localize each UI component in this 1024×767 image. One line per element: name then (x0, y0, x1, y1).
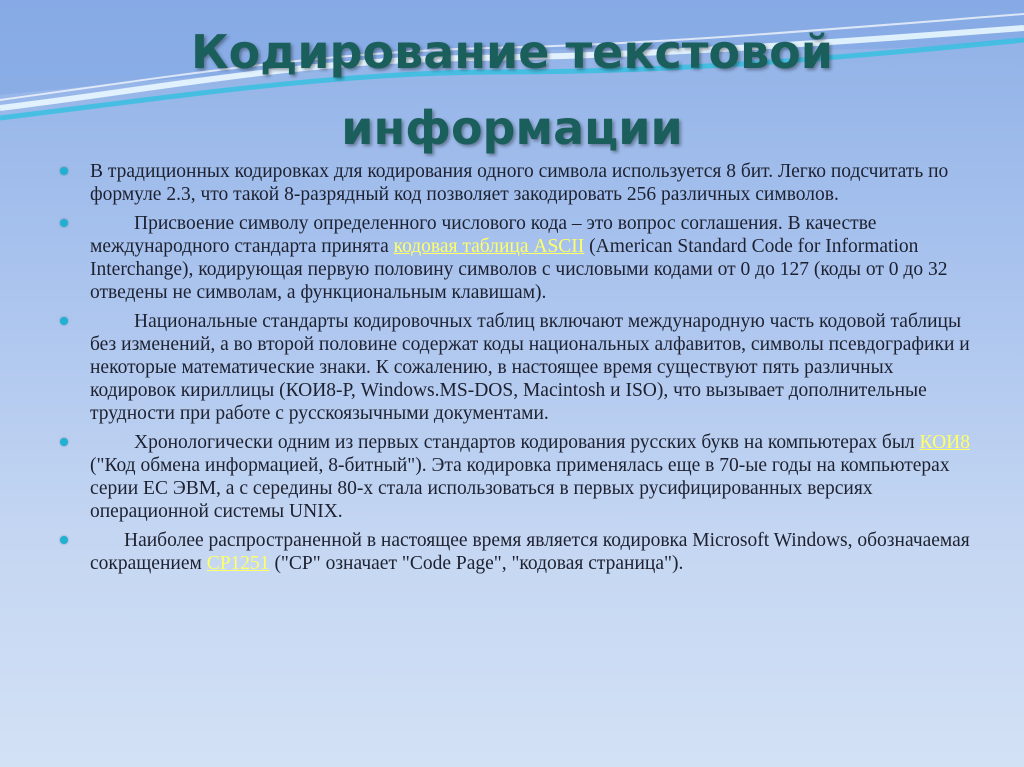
bullet-icon (60, 438, 68, 446)
bullet-icon (60, 317, 68, 325)
slide-title-line1: Кодирование текстовой (190, 25, 834, 79)
bullet-icon (60, 167, 68, 175)
paragraph-text: Наиболее распространенной в настоящее время является кодировка Microsoft Windows, обозначаемая сокращением (90, 530, 970, 574)
paragraph-text: В традиционных кодировках для кодирования одного символа используется 8 бит. Легко подсчитать по формуле 2.3, что такой 8-разрядный код позволяет закодировать 256 различных символов. (90, 161, 949, 205)
list-item (60, 529, 970, 575)
link-ascii-table[interactable]: кодовая таблица ASCII (393, 236, 585, 257)
slide-title (0, 14, 1024, 166)
slide-title-line2: информации (341, 101, 683, 155)
paragraph-text: Присвоение символу определенного числового кода – это вопрос соглашения. В качестве международного стандарта принята (90, 213, 877, 257)
paragraph-text: Хронологически одним из первых стандартов кодирования русских букв на компьютерах был (134, 432, 920, 453)
list-item (60, 310, 970, 425)
list-item (60, 212, 970, 304)
link-koi8[interactable]: КОИ8 (919, 432, 970, 453)
bullet-icon (60, 536, 68, 544)
link-cp1251[interactable]: CP1251 (206, 553, 270, 574)
bullet-icon (60, 219, 68, 227)
list-item (60, 160, 970, 206)
paragraph-text: (American Standard Code for Information Interchange), кодирующая первую половину символов с числовыми кодами от 0 до 127 (коды от 0 до 32 отведены не символам, а функциональным клавишам). (90, 236, 948, 303)
slide-body-list (60, 160, 970, 581)
list-item (60, 431, 970, 523)
paragraph-text: Национальные стандарты кодировочных таблиц включают международную часть кодовой таблицы без изменений, а во второй половине содержат коды национальных алфавитов, символы псевдографики и некоторые математические знаки. К сожалению, в настоящее время существуют пять различных кодировок кириллицы (КОИ8-Р, Windows.MS-DOS, Macintosh и ISO), что вызывает дополнительные трудности при работе с русскоязычными документами. (90, 311, 970, 424)
paragraph-text: ("CP" означает "Code Page", "кодовая страница"). (269, 553, 684, 574)
paragraph-text: ("Код обмена информацией, 8-битный"). Эта кодировка применялась еще в 70-ые годы на компьютерах серии ЕС ЭВМ, а с середины 80-х стала использоваться в первых русифицированных версиях операционной системы UNIX. (90, 455, 950, 522)
